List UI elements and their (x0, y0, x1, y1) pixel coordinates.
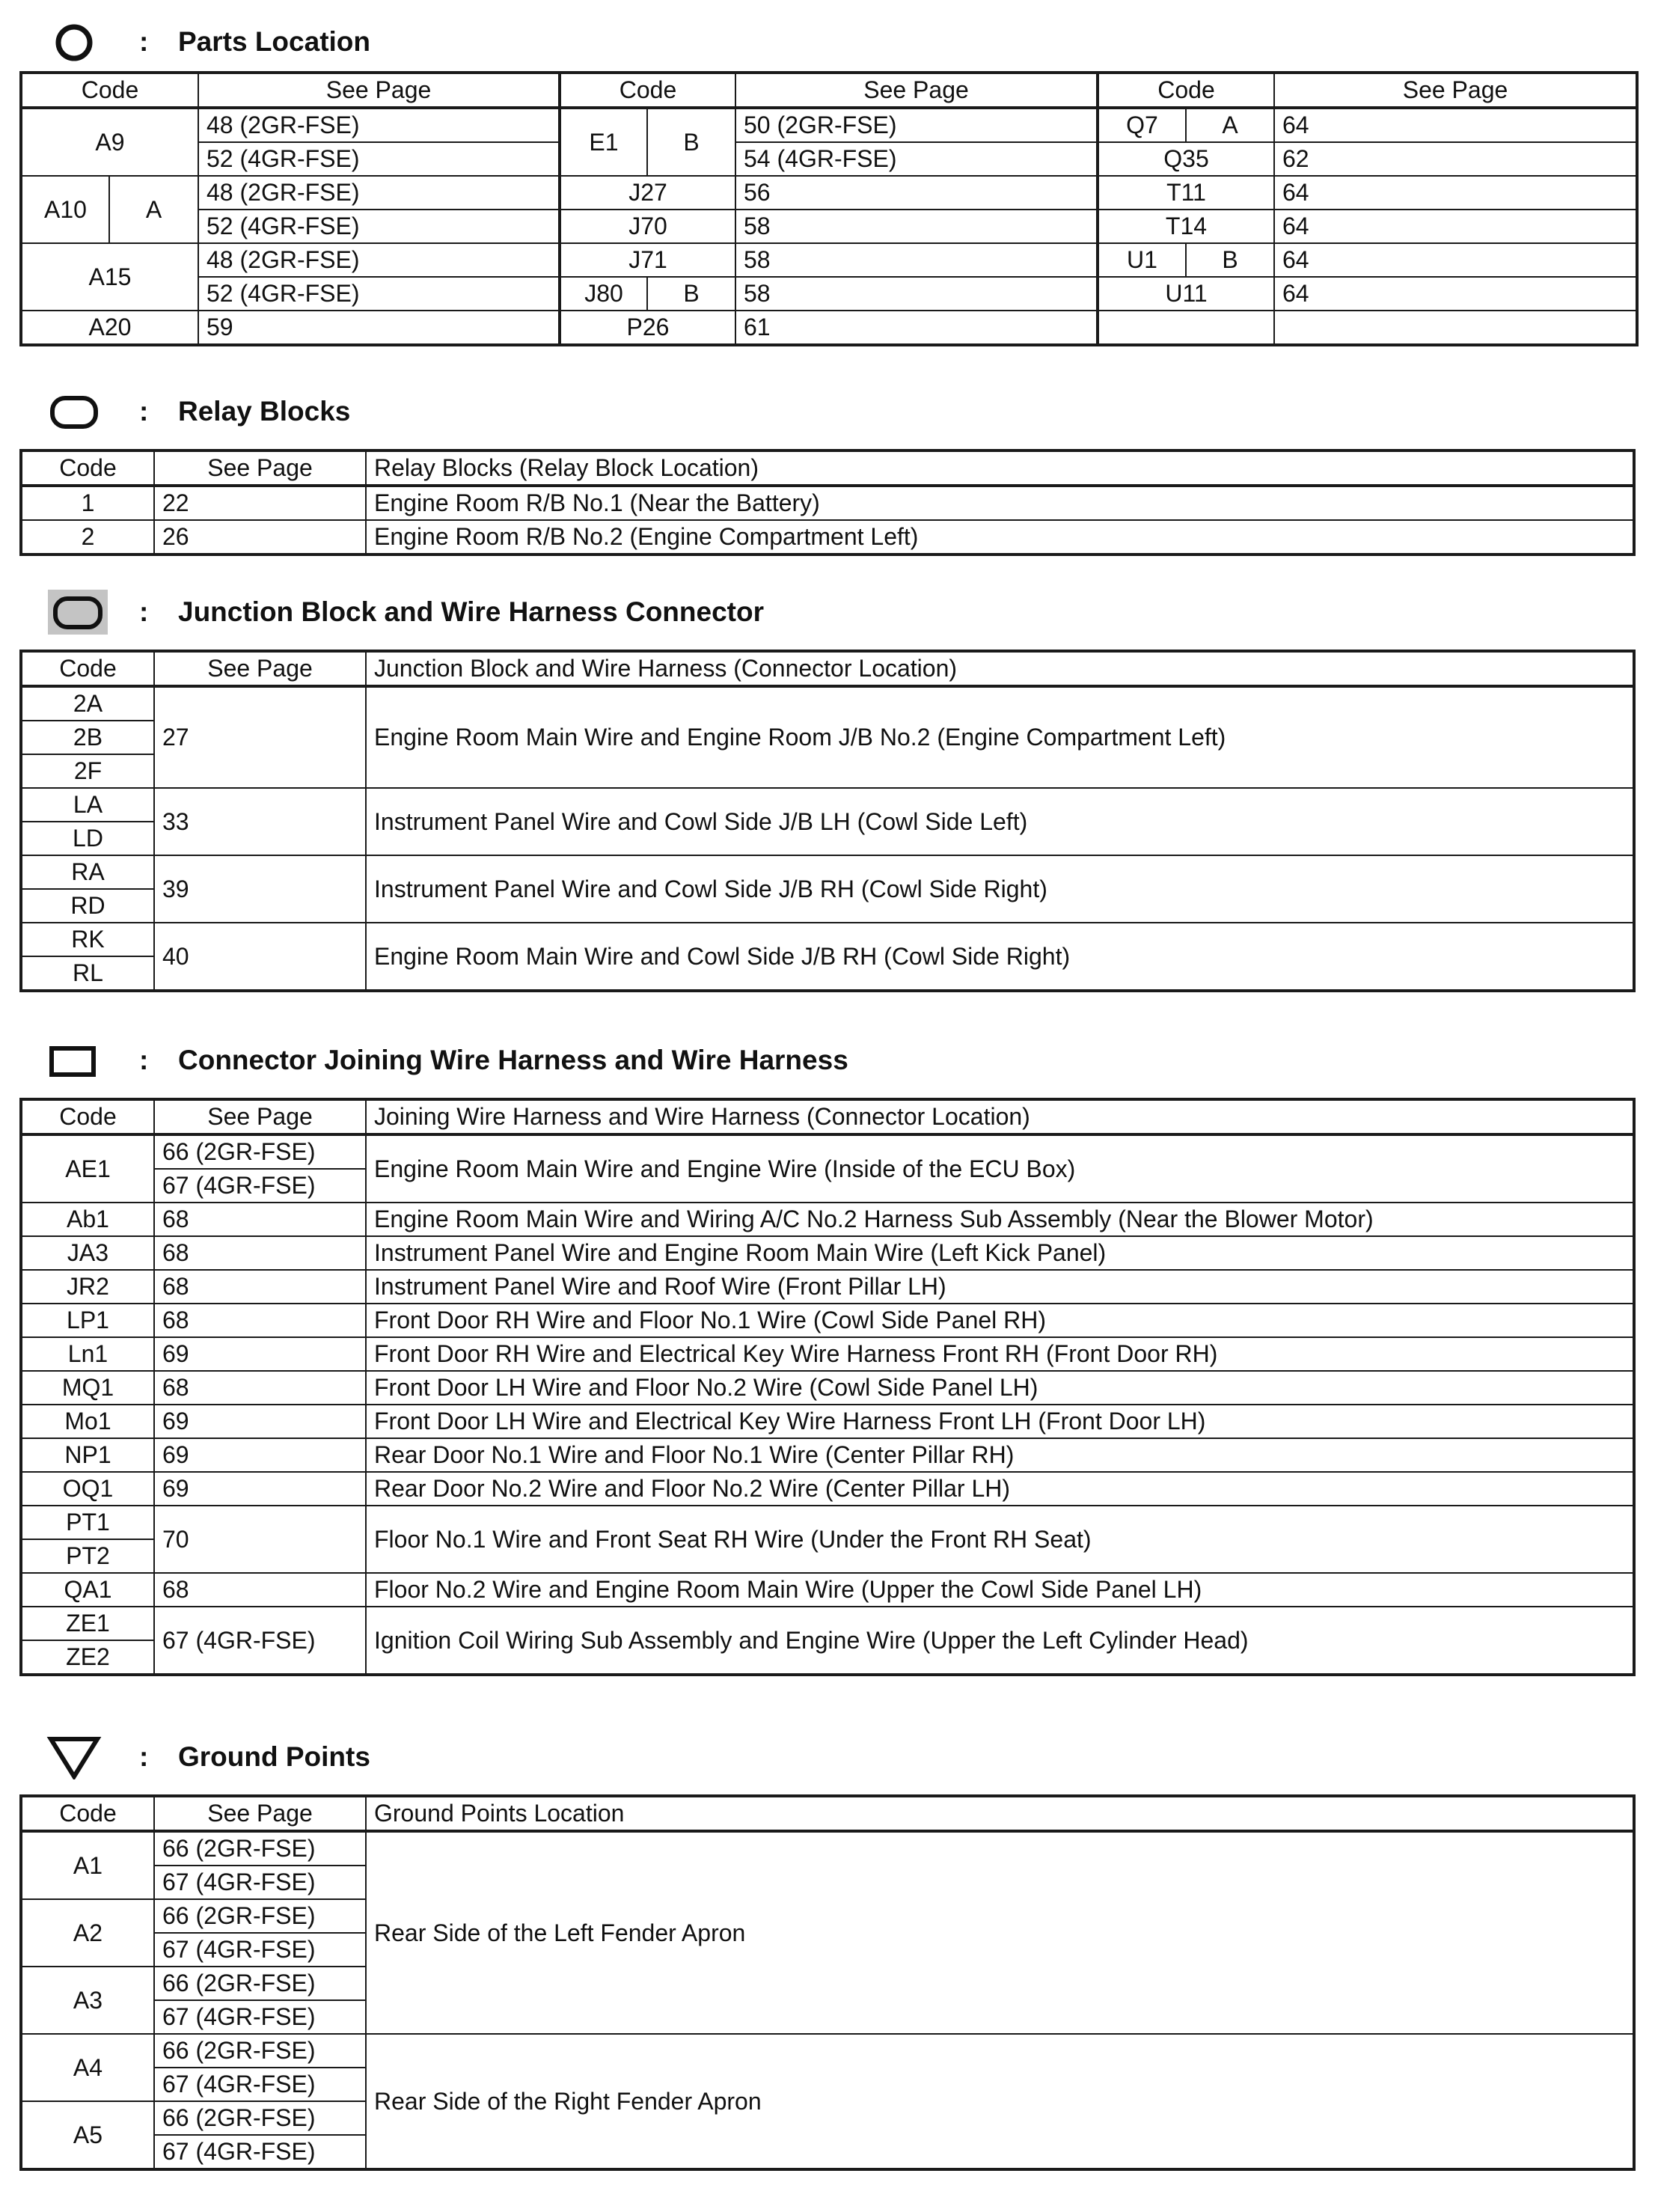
page-cell: 69 (154, 1438, 366, 1472)
code-cell: Ab1 (21, 1203, 154, 1236)
header-see-page: See Page (154, 1796, 366, 1831)
code-cell: Q35 (1098, 142, 1274, 176)
header-see-page: See Page (154, 450, 366, 486)
code-cell: OQ1 (21, 1472, 154, 1506)
code-cell: J80 (560, 277, 647, 311)
page-cell: 52 (4GR-FSE) (198, 277, 560, 311)
code-sub-cell: B (1186, 243, 1274, 277)
location-cell: Engine Room Main Wire and Engine Room J/B No.2 (Engine Compartment Left) (366, 686, 1634, 788)
code-cell: J70 (560, 210, 735, 243)
header-see-page: See Page (198, 73, 560, 108)
header-location: Junction Block and Wire Harness (Connector Location) (366, 651, 1634, 686)
code-cell: A20 (21, 311, 198, 345)
code-cell: 1 (21, 486, 154, 520)
table-row (21, 1405, 1634, 1438)
section-title: Junction Block and Wire Harness Connector (178, 596, 764, 627)
table-row (21, 311, 1637, 345)
header-see-page: See Page (1274, 73, 1637, 108)
code-cell: 2F (21, 754, 154, 788)
table-header-row (21, 651, 1634, 686)
page-cell: 64 (1274, 108, 1637, 142)
code-cell: LA (21, 788, 154, 822)
code-cell: JR2 (21, 1270, 154, 1304)
location-cell: Engine Room R/B No.2 (Engine Compartment Left) (366, 520, 1634, 554)
page-cell: 50 (2GR-FSE) (735, 108, 1098, 142)
code-cell: U11 (1098, 277, 1274, 311)
ground-points-header (19, 1735, 1366, 1779)
code-cell: Mo1 (21, 1405, 154, 1438)
table-row (21, 855, 1634, 889)
header-location: Relay Blocks (Relay Block Location) (366, 450, 1634, 486)
table-row (21, 1573, 1634, 1607)
code-cell: PT2 (21, 1539, 154, 1573)
page-cell: 27 (154, 686, 366, 788)
page-cell: 26 (154, 520, 366, 554)
table-row (21, 1134, 1634, 1169)
location-cell: Floor No.1 Wire and Front Seat RH Wire (Under the Front RH Seat) (366, 1506, 1634, 1573)
location-cell: Engine Room Main Wire and Engine Wire (Inside of the ECU Box) (366, 1134, 1634, 1203)
header-colon: : (139, 1741, 149, 1772)
header-location: Ground Points Location (366, 1796, 1634, 1831)
header-see-page: See Page (154, 1099, 366, 1134)
table-header-row (21, 450, 1634, 486)
page-cell: 67 (4GR-FSE) (154, 1933, 366, 1967)
location-cell: Rear Door No.1 Wire and Floor No.1 Wire (Center Pillar RH) (366, 1438, 1634, 1472)
code-sub-cell: B (647, 108, 735, 176)
page-cell: 67 (4GR-FSE) (154, 1607, 366, 1675)
code-cell: A9 (21, 108, 198, 176)
table-row (21, 210, 1637, 243)
page-cell: 66 (2GR-FSE) (154, 1831, 366, 1866)
code-cell: 2A (21, 686, 154, 721)
connector-joining-table (19, 1098, 1636, 1676)
code-cell: AE1 (21, 1134, 154, 1203)
section-title: Relay Blocks (178, 396, 351, 427)
code-cell: A4 (21, 2034, 154, 2101)
table-header-row (21, 1796, 1634, 1831)
page-cell: 48 (2GR-FSE) (198, 243, 560, 277)
section-title: Connector Joining Wire Harness and Wire Harness (178, 1045, 848, 1075)
page-cell: 67 (4GR-FSE) (154, 1169, 366, 1203)
connector-joining-header (19, 1038, 1366, 1083)
code-cell: LP1 (21, 1304, 154, 1337)
junction-block-symbol-icon (19, 590, 109, 635)
table-row (21, 1831, 1634, 1866)
header-location: Joining Wire Harness and Wire Harness (Connector Location) (366, 1099, 1634, 1134)
section-title: Ground Points (178, 1741, 370, 1772)
header-code: Code (21, 73, 198, 108)
header-see-page: See Page (154, 651, 366, 686)
code-cell: JA3 (21, 1236, 154, 1270)
page-cell: 66 (2GR-FSE) (154, 1134, 366, 1169)
location-cell: Ignition Coil Wiring Sub Assembly and Engine Wire (Upper the Left Cylinder Head) (366, 1607, 1634, 1675)
relay-blocks-header (19, 389, 1366, 434)
page-cell: 68 (154, 1203, 366, 1236)
parts-location-table (19, 71, 1639, 346)
table-row (21, 1203, 1634, 1236)
location-cell: Front Door RH Wire and Floor No.1 Wire (Cowl Side Panel RH) (366, 1304, 1634, 1337)
page-cell: 56 (735, 176, 1098, 210)
page-cell: 59 (198, 311, 560, 345)
code-cell: ZE1 (21, 1607, 154, 1640)
table-row (21, 277, 1637, 311)
code-cell: J27 (560, 176, 735, 210)
header-colon: : (139, 596, 149, 627)
table-row (21, 142, 1637, 176)
header-code: Code (21, 1099, 154, 1134)
page-cell: 62 (1274, 142, 1637, 176)
table-row (21, 2034, 1634, 2068)
location-cell: Engine Room R/B No.1 (Near the Battery) (366, 486, 1634, 520)
page-cell: 48 (2GR-FSE) (198, 108, 560, 142)
parts-location-header (19, 19, 1366, 64)
header-code: Code (21, 1796, 154, 1831)
ground-points-table (19, 1794, 1636, 2171)
code-cell: A15 (21, 243, 198, 311)
page-cell: 66 (2GR-FSE) (154, 2034, 366, 2068)
header-code: Code (21, 450, 154, 486)
code-cell: J71 (560, 243, 735, 277)
table-row (21, 1270, 1634, 1304)
header-code: Code (560, 73, 735, 108)
code-cell: E1 (560, 108, 647, 176)
page-cell: 67 (4GR-FSE) (154, 2068, 366, 2101)
table-row (21, 923, 1634, 956)
code-cell: QA1 (21, 1573, 154, 1607)
code-cell: RA (21, 855, 154, 889)
page-cell: 58 (735, 243, 1098, 277)
header-see-page: See Page (735, 73, 1098, 108)
code-cell: A5 (21, 2101, 154, 2169)
header-colon: : (139, 1045, 149, 1075)
page-cell: 67 (4GR-FSE) (154, 2000, 366, 2034)
location-cell: Instrument Panel Wire and Cowl Side J/B LH (Cowl Side Left) (366, 788, 1634, 855)
relay-blocks-table (19, 449, 1636, 556)
code-cell: A1 (21, 1831, 154, 1899)
location-cell: Rear Side of the Left Fender Apron (366, 1831, 1634, 2034)
rectangle-symbol-icon (19, 1038, 109, 1083)
page-cell: 69 (154, 1472, 366, 1506)
location-cell: Instrument Panel Wire and Roof Wire (Front Pillar LH) (366, 1270, 1634, 1304)
page-cell: 33 (154, 788, 366, 855)
location-cell: Rear Side of the Right Fender Apron (366, 2034, 1634, 2169)
empty-cell (1274, 311, 1637, 345)
page-cell: 52 (4GR-FSE) (198, 142, 560, 176)
page-cell: 40 (154, 923, 366, 991)
page-cell: 66 (2GR-FSE) (154, 2101, 366, 2135)
location-cell: Engine Room Main Wire and Cowl Side J/B RH (Cowl Side Right) (366, 923, 1634, 991)
page-cell: 67 (4GR-FSE) (154, 2135, 366, 2169)
circle-symbol-icon (19, 19, 109, 64)
code-cell: T14 (1098, 210, 1274, 243)
code-cell: 2B (21, 721, 154, 754)
code-cell: RD (21, 889, 154, 923)
table-row (21, 1337, 1634, 1371)
table-row (21, 520, 1634, 554)
code-cell: A2 (21, 1899, 154, 1967)
table-row (21, 108, 1637, 142)
table-header-row (21, 1099, 1634, 1134)
code-cell: P26 (560, 311, 735, 345)
page-cell: 66 (2GR-FSE) (154, 1967, 366, 2000)
location-cell: Front Door RH Wire and Electrical Key Wire Harness Front RH (Front Door RH) (366, 1337, 1634, 1371)
table-row (21, 1438, 1634, 1472)
code-cell: Q7 (1098, 108, 1186, 142)
code-cell: U1 (1098, 243, 1186, 277)
page-cell: 61 (735, 311, 1098, 345)
table-row (21, 486, 1634, 520)
page-cell: 68 (154, 1236, 366, 1270)
page-cell: 54 (4GR-FSE) (735, 142, 1098, 176)
page-cell: 66 (2GR-FSE) (154, 1899, 366, 1933)
table-row (21, 1371, 1634, 1405)
code-sub-cell: A (109, 176, 198, 243)
location-cell: Instrument Panel Wire and Cowl Side J/B RH (Cowl Side Right) (366, 855, 1634, 923)
page-cell: 68 (154, 1573, 366, 1607)
code-cell: ZE2 (21, 1640, 154, 1675)
code-cell: 2 (21, 520, 154, 554)
table-row (21, 1472, 1634, 1506)
page-cell: 22 (154, 486, 366, 520)
location-cell: Engine Room Main Wire and Wiring A/C No.2 Harness Sub Assembly (Near the Blower Motor) (366, 1203, 1634, 1236)
code-sub-cell: A (1186, 108, 1274, 142)
table-row (21, 1236, 1634, 1270)
table-row (21, 788, 1634, 822)
table-row (21, 686, 1634, 721)
code-cell: NP1 (21, 1438, 154, 1472)
page-cell: 48 (2GR-FSE) (198, 176, 560, 210)
page-cell: 58 (735, 210, 1098, 243)
page-cell: 39 (154, 855, 366, 923)
code-cell: RK (21, 923, 154, 956)
page-cell: 58 (735, 277, 1098, 311)
code-cell: LD (21, 822, 154, 855)
header-code: Code (1098, 73, 1274, 108)
page-cell: 64 (1274, 176, 1637, 210)
page-cell: 64 (1274, 243, 1637, 277)
rounded-rect-symbol-icon (19, 389, 109, 434)
header-colon: : (139, 396, 149, 427)
table-row (21, 1607, 1634, 1640)
empty-cell (1098, 311, 1274, 345)
code-cell: Ln1 (21, 1337, 154, 1371)
table-row (21, 1506, 1634, 1539)
page-cell: 64 (1274, 210, 1637, 243)
page-cell: 69 (154, 1405, 366, 1438)
location-cell: Instrument Panel Wire and Engine Room Main Wire (Left Kick Panel) (366, 1236, 1634, 1270)
junction-block-table (19, 650, 1636, 992)
code-cell: T11 (1098, 176, 1274, 210)
junction-block-header (19, 590, 1366, 635)
location-cell: Front Door LH Wire and Electrical Key Wire Harness Front LH (Front Door LH) (366, 1405, 1634, 1438)
page-cell: 64 (1274, 277, 1637, 311)
table-header-row (21, 73, 1637, 108)
code-sub-cell: B (647, 277, 735, 311)
page-cell: 70 (154, 1506, 366, 1573)
location-cell: Rear Door No.2 Wire and Floor No.2 Wire (Center Pillar LH) (366, 1472, 1634, 1506)
location-cell: Front Door LH Wire and Floor No.2 Wire (Cowl Side Panel LH) (366, 1371, 1634, 1405)
page-cell: 69 (154, 1337, 366, 1371)
location-cell: Floor No.2 Wire and Engine Room Main Wire (Upper the Cowl Side Panel LH) (366, 1573, 1634, 1607)
code-cell: MQ1 (21, 1371, 154, 1405)
code-cell: A10 (21, 176, 109, 243)
page-cell: 68 (154, 1270, 366, 1304)
header-colon: : (139, 26, 149, 57)
code-cell: PT1 (21, 1506, 154, 1539)
table-row (21, 1304, 1634, 1337)
page-cell: 68 (154, 1371, 366, 1405)
page-cell: 52 (4GR-FSE) (198, 210, 560, 243)
section-title: Parts Location (178, 26, 370, 57)
page-cell: 67 (4GR-FSE) (154, 1866, 366, 1899)
table-row (21, 243, 1637, 277)
table-row (21, 176, 1637, 210)
code-cell: RL (21, 956, 154, 991)
triangle-symbol-icon (19, 1735, 109, 1779)
header-code: Code (21, 651, 154, 686)
page-cell: 68 (154, 1304, 366, 1337)
code-cell: A3 (21, 1967, 154, 2034)
